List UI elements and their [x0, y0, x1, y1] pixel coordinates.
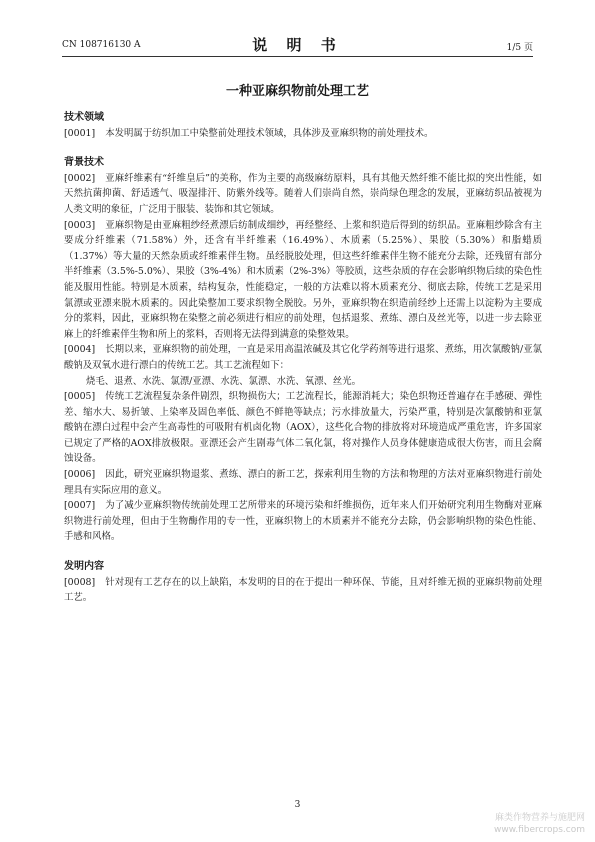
paragraph	[64, 342, 542, 373]
paragraph-text: 因此，研究亚麻织物退浆、煮练、漂白的新工艺，探索利用生物的方法和物理的方法对亚麻织物进行前处理具有实际应用的意义。	[64, 469, 542, 496]
process-flow-line: 烧毛、退煮、水洗、氯漂/亚漂、水洗、氯漂、水洗、氧漂、丝光。	[86, 375, 362, 387]
document-body	[64, 110, 542, 606]
paragraph-text: 针对现有工艺存在的以上缺陷，本发明的目的在于提出一种环保、节能，且对纤维无损的亚麻织物前处理工艺。	[64, 576, 542, 604]
paragraph-number: [0001]	[64, 127, 96, 139]
publication-number: CN 108716130 A	[62, 40, 141, 50]
section-heading-background: 背景技术	[64, 157, 104, 169]
paragraph	[64, 498, 542, 545]
paragraph-number: [0003]	[64, 219, 96, 231]
paragraph-text: 本发明属于纺织加工中染整前处理技术领域，具体涉及亚麻织物的前处理技术。	[105, 127, 434, 139]
watermark-name: 麻类作物营养与施肥网	[494, 813, 585, 823]
paragraph-number: [0005]	[64, 391, 96, 403]
watermark	[494, 812, 585, 836]
paragraph-text: 传统工艺流程复杂条件剧烈，织物损伤大；工艺流程长，能源消耗大；染色织物还普遍存在手感硬、弹性差、缩水大、易折皱、上染率及固色率低、颜色不鲜艳等缺点；污水排放量大，污染严重，特别是次氯酸钠和亚氯酸钠在漂白过程中会产生高毒性的可吸附有机卤化物（AOX），这些化合物的排放将对环境造成严重危害，许多国家已规定了严格的AOX排放极限。亚漂还会产生剧毒气体二氧化氯，将对操作人员身体健康造成很大伤害，而且会腐蚀设备。	[64, 391, 542, 465]
paragraph-number: [0002]	[64, 172, 96, 184]
paragraph-number: [0007]	[64, 500, 96, 512]
paragraph	[64, 171, 542, 218]
page-number: 3	[294, 800, 301, 810]
document-type-heading: 说 明 书	[252, 36, 343, 54]
paragraph-number: [0004]	[64, 344, 96, 356]
section-heading-invention: 发明内容	[64, 561, 104, 573]
watermark-url: www.fibercrops.com	[494, 825, 585, 835]
paragraph-text: 长期以来，亚麻织物的前处理，一直是采用高温浓碱及其它化学药剂等进行退浆、煮练，用次氯酸钠/亚氯酸钠及双氧水进行漂白的传统工艺。其工艺流程如下：	[64, 344, 542, 371]
section-heading-tech-field: 技术领域	[64, 112, 104, 123]
paragraph-text: 为了减少亚麻织物传统前处理工艺所带来的环境污染和纤维损伤，近年来人们开始研究利用生物酶对亚麻织物进行前处理，但由于生物酶作用的专一性，亚麻织物上的木质素并不能充分去除，仍会影响织物的染色性能、手感和风格。	[64, 500, 542, 543]
paragraph	[64, 218, 542, 343]
document-title: 一种亚麻织物前处理工艺	[225, 84, 369, 99]
paragraph-number: [0006]	[64, 469, 96, 481]
paragraph	[64, 575, 542, 606]
header-divider	[62, 56, 533, 57]
page-indicator: 1/5 页	[506, 43, 533, 53]
paragraph	[64, 467, 542, 498]
paragraph	[64, 126, 542, 142]
paragraph-text: 亚麻纤维素有“纤维皇后”的美称，作为主要的高级麻纺原料，具有其他天然纤维不能比拟的突出性能，如天然抗菌抑菌、舒适透气、吸湿排汗、防紫外线等。随着人们崇尚自然，崇尚绿色理念的发展，亚麻纺织品被视为人类文明的象征，广泛用于服装、装饰和其它领域。	[64, 172, 542, 215]
paragraph-text: 亚麻织物是由亚麻粗纱经煮漂后纺制成细纱，再经整经、上浆和织造后得到的纺织品。亚麻粗纱除含有主要成分纤维素（71.58%）外，还含有半纤维素（16.49%）、木质素（5.25%）、果胶（5.30%）和脂蜡质（1.37%）等大量的天然杂质或纤维素伴生物。虽经脱胶处理，但这些纤维素伴生物不能充分去除，还残留有部分半纤维素（3.5%-5.0%）、果胶（3%-4%）和木质素（2%-3%）等胶质，这些杂质的存在会影响织物后续的染色性能及服用性能。特别是木质素，结构复杂，性能稳定，一般的方法难以将木质素充分、彻底去除，传统工艺是采用氯漂或亚漂来脱木质素的。因此染整加工要求织物全脱胶。另外，亚麻织物在织造前经纱上还需上以淀粉为主要成分的浆料，因此，亚麻织物在染整之前必须进行相应的前处理，包括退浆、煮练、漂白及丝光等，以进一步去除亚麻上的纤维素伴生物和所上的浆料，否则将无法得到满意的染整效果。	[64, 219, 542, 340]
paragraph	[64, 389, 542, 467]
paragraph-number: [0008]	[64, 576, 96, 588]
